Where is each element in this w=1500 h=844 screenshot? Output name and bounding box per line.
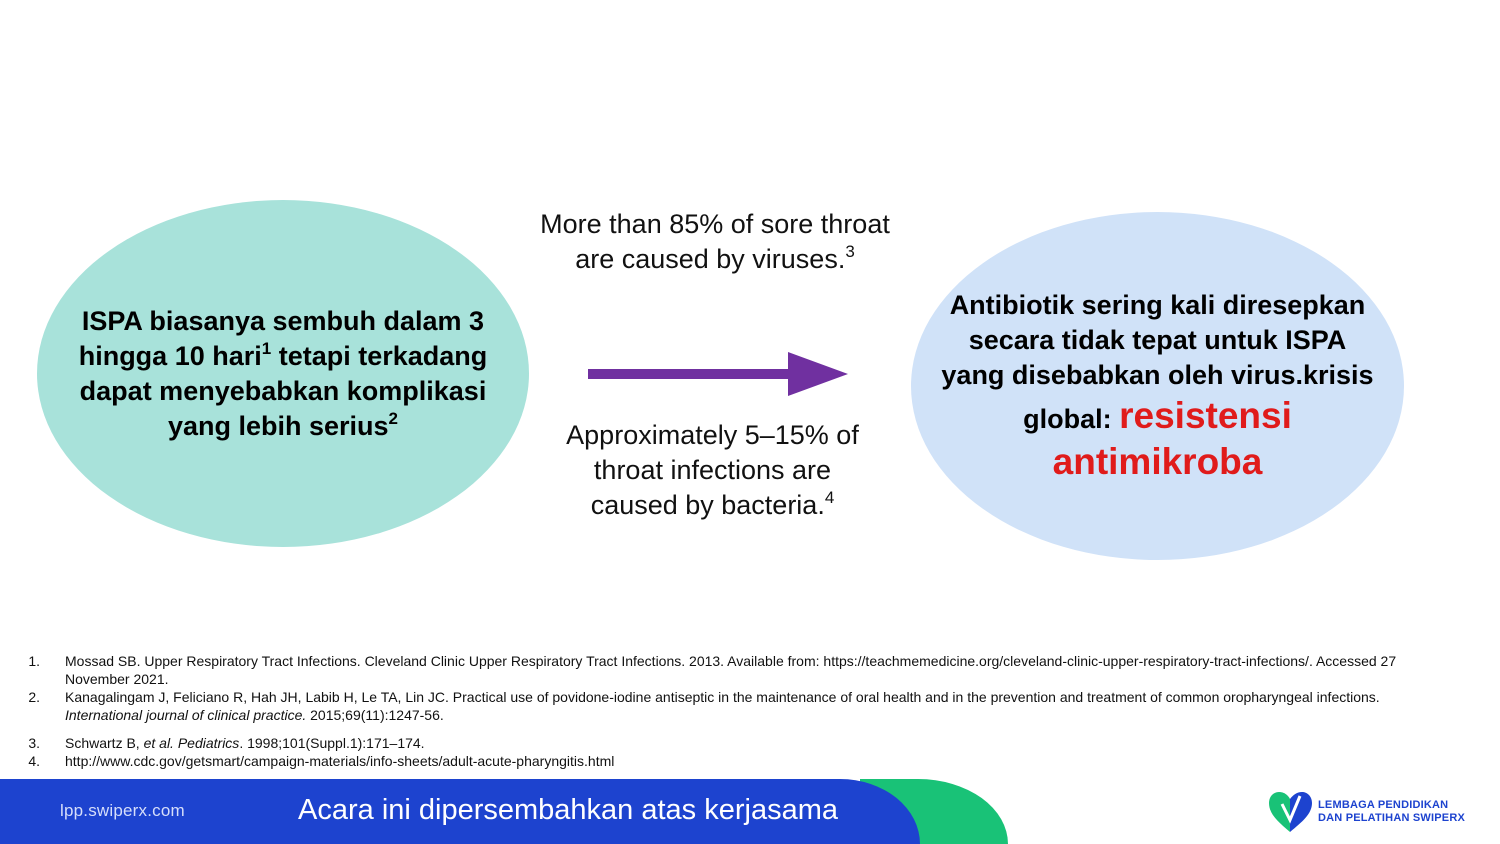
arrow-head <box>788 352 848 396</box>
footer-url[interactable]: lpp.swiperx.com <box>60 801 185 820</box>
left-bubble <box>37 200 529 547</box>
virus-statement: More than 85% of sore throat are caused by viruses.$^3$ <box>540 209 890 274</box>
footer-caption: Acara ini dipersembahkan atas kerjasama <box>298 794 838 826</box>
arrow-shaft <box>588 369 790 379</box>
reference-item: 1. Mossad SB. Upper Respiratory Tract Infections. Cleveland Clinic Upper Respiratory Tract Infections. 2013. Available from: https://teachmemedicine.org/cleveland-clinic-upper-respiratory-tract-infections/. Accessed 27 November 2021. <box>28 653 1397 687</box>
reference-item: 4. http://www.cdc.gov/getsmart/campaign-materials/info-sheets/adult-acute-pharyngitis.html <box>28 753 615 769</box>
reference-item: 3. Schwartz B, et al. Pediatrics. 1998;101(Suppl.1):171–174. <box>28 735 425 751</box>
amr-highlight: resistensi antimikroba <box>1052 394 1292 482</box>
left-bubble-text: ISPA biasanya sembuh dalam 3 hingga 10 hari$^1$ tetapi terkadang dapat menyebabkan komplikasi yang lebih serius$^2$ <box>78 305 488 441</box>
swiperx-logo <box>1268 790 1483 834</box>
right-arrow-icon <box>588 350 850 398</box>
heart-logo-icon <box>1268 790 1314 834</box>
reference-item: 2. Kanagalingam J, Feliciano R, Hah JH, Labib H, Le TA, Lin JC. Practical use of povidone-iodine antiseptic in the maintenance of oral health and in the prevention and treatment of common oropharyngeal infections. International journal of clinical practice. 2015;69(11):1247-56. <box>28 689 1380 723</box>
bacteria-statement: Approximately 5–15% of throat infections are caused by bacteria.$^4$ <box>566 420 859 520</box>
right-bubble-text: Antibiotik sering kali diresepkan secara tidak tepat untuk ISPA yang disebabkan oleh virus.krisis global: resistensi antimikroba <box>941 289 1374 482</box>
right-bubble <box>911 212 1404 560</box>
logo-text: LEMBAGA PENDIDIKAN DAN PELATIHAN SWIPERX <box>1318 799 1466 824</box>
